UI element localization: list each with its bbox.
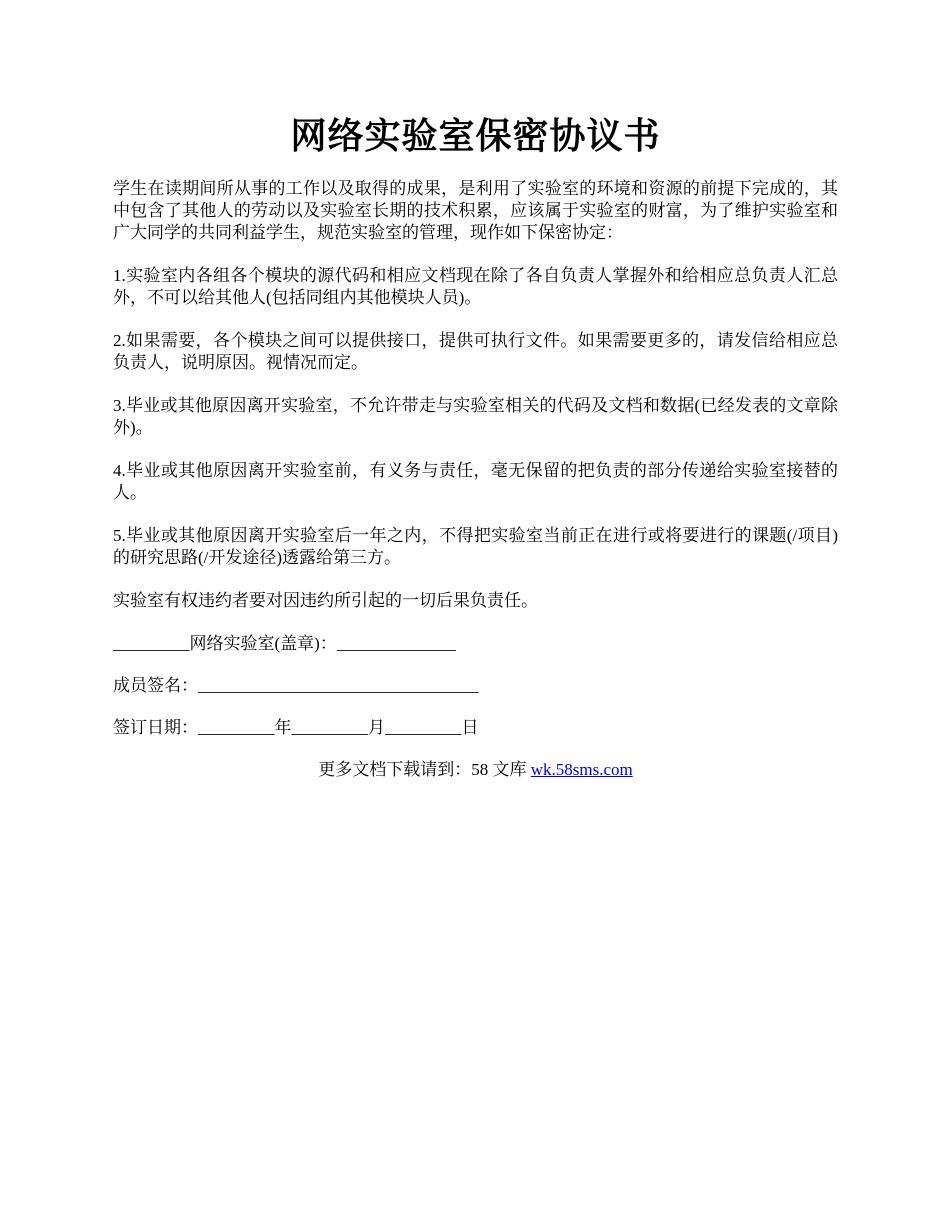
sign-date-line: 签订日期：_________年_________月_________日 — [113, 718, 479, 737]
document-page — [113, 108, 838, 781]
footer-link[interactable]: wk.58sms.com — [530, 760, 633, 779]
lab-seal-line: _________网络实验室(盖章)：______________ — [113, 634, 456, 653]
footer — [113, 759, 838, 781]
clause-5: 5.毕业或其他原因离开实验室后一年之内，不得把实验室当前正在进行或将要进行的课题(/项目)的研究思路(/开发途径)透露给第三方。 — [113, 526, 838, 567]
footer-prefix: 更多文档下载请到：58 文库 — [318, 760, 531, 779]
clause-2: 2.如果需要，各个模块之间可以提供接口，提供可执行文件。如果需要更多的，请发信给相应总负责人，说明原因。视情况而定。 — [113, 331, 838, 372]
member-signature-line: 成员签名：_________________________________ — [113, 676, 479, 695]
intro-paragraph: 学生在读期间所从事的工作以及取得的成果，是利用了实验室的环境和资源的前提下完成的，其中包含了其他人的劳动以及实验室长期的技术积累，应该属于实验室的财富，为了维护实验室和广大同学的共同利益学生，规范实验室的管理，现作如下保密协定： — [113, 179, 838, 242]
clause-3: 3.毕业或其他原因离开实验室，不允许带走与实验室相关的代码及文档和数据(已经发表的文章除外)。 — [113, 396, 838, 437]
liability-statement: 实验室有权违约者要对因违约所引起的一切后果负责任。 — [113, 591, 538, 610]
document-title: 网络实验室保密协议书 — [290, 116, 661, 156]
clause-4: 4.毕业或其他原因离开实验室前，有义务与责任，毫无保留的把负责的部分传递给实验室接替的人。 — [113, 461, 838, 502]
clause-1: 1.实验室内各组各个模块的源代码和相应文档现在除了各自负责人掌握外和给相应总负责人汇总外，不可以给其他人(包括同组内其他模块人员)。 — [113, 266, 838, 307]
